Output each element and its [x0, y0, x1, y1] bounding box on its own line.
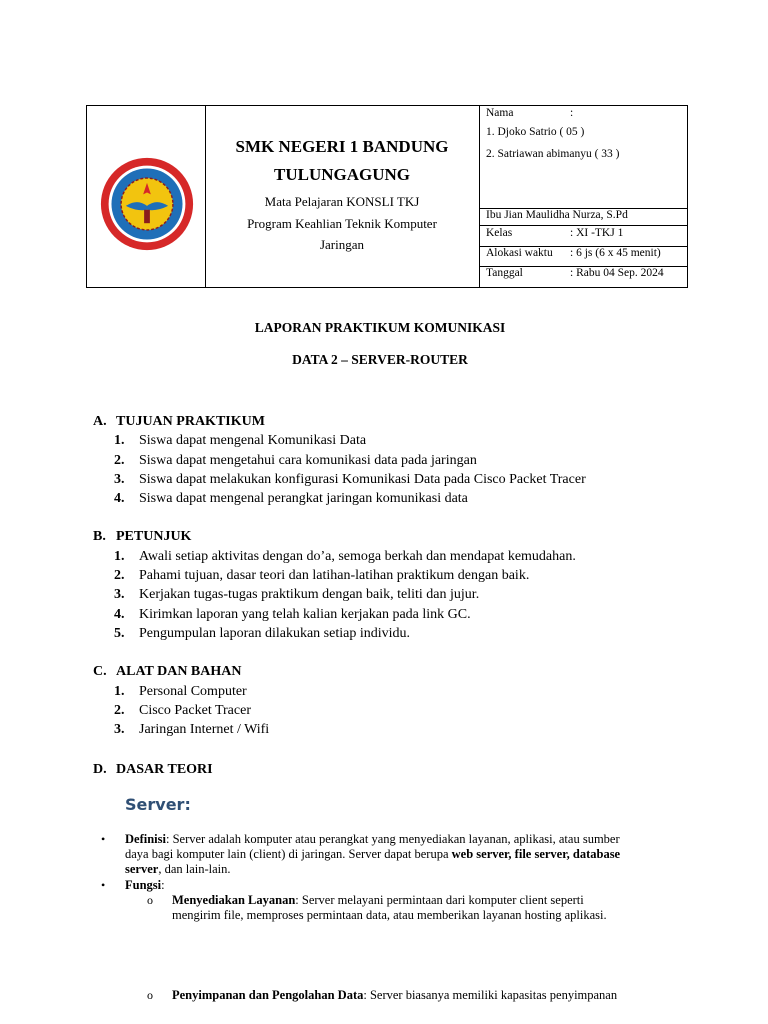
definisi-paragraph — [125, 832, 620, 877]
list-item: 2. Cisco Packet Tracer — [114, 703, 251, 718]
name-label: Nama — [486, 107, 514, 119]
definisi-line3: server, dan lain-lain. — [125, 862, 231, 876]
logo-cell — [87, 106, 206, 287]
list-item: 2. Siswa dapat mengetahui cara komunikasi data pada jaringan — [114, 453, 477, 468]
section-heading-c: C. ALAT DAN BAHAN — [93, 664, 242, 679]
subject-line: Mata Pelajaran KONSLI TKJ — [264, 194, 420, 209]
school-name-line1: SMK NEGERI 1 BANDUNG — [235, 137, 449, 156]
list-item: 2. Pahami tujuan, dasar teori dan latihan-latihan praktikum dengan baik. — [114, 568, 530, 583]
bullet-icon: • — [101, 832, 106, 846]
row-divider — [479, 225, 687, 226]
sub-bullet-icon: o — [147, 988, 153, 1002]
list-item: 3. Kerjakan tugas-tugas praktikum dengan baik, teliti dan jujur. — [114, 587, 480, 602]
school-logo — [99, 156, 195, 252]
list-item: 3. Jaringan Internet / Wifi — [114, 722, 270, 737]
report-title-line1: LAPORAN PRAKTIKUM KOMUNIKASI — [254, 320, 506, 335]
sub-bullet-icon: o — [147, 893, 153, 907]
report-title-line2: DATA 2 – SERVER-ROUTER — [292, 352, 468, 367]
school-name-line2: TULUNGAGUNG — [273, 165, 410, 184]
server-heading: Server: — [125, 795, 191, 814]
name-colon: : — [570, 107, 574, 119]
list-item: 5. Pengumpulan laporan dilakukan setiap individu. — [114, 626, 411, 641]
bullet-icon: • — [101, 878, 106, 892]
section-heading-a: A. TUJUAN PRAKTIKUM — [93, 414, 265, 429]
list-item: 4. Siswa dapat mengenal perangkat jaringan komunikasi data — [114, 491, 468, 506]
definisi-line2: daya bagi komputer lain (client) di jaringan. Server dapat berupa web server, file server, database — [125, 847, 621, 861]
list-item: 1. Siswa dapat mengenal Komunikasi Data — [114, 433, 367, 448]
sub-item-layanan: Menyediakan Layanan: Server melayani permintaan dari komputer client seperti mengirim file, memproses permintaan data, atau memberikan layanan hosting aplikasi. — [172, 893, 607, 922]
school-cell — [205, 106, 480, 287]
list-item: 4. Kirimkan laporan yang telah kalian kerjakan pada link GC. — [114, 607, 471, 622]
program-line1: Program Keahlian Teknik Komputer — [247, 216, 437, 231]
list-item: 1. Personal Computer — [114, 684, 247, 699]
section-heading-b: B. PETUNJUK — [93, 529, 192, 544]
section-heading-d: D. DASAR TEORI — [93, 762, 213, 777]
program-line2: Jaringan — [319, 237, 365, 252]
header-table — [86, 105, 688, 288]
sub-item-penyimpanan: Penyimpanan dan Pengolahan Data: Server biasanya memiliki kapasitas penyimpanan — [172, 988, 618, 1002]
definisi-line1: Definisi: Server adalah komputer atau perangkat yang menyediakan layanan, aplikasi, atau sumber — [125, 832, 620, 846]
info-cell: Nama : 1. Djoko Satrio ( 05 ) 2. Satriawan abimanyu ( 33 ) Ibu Jian Maulidha Nurza, S.Pd Kelas : XI -TKJ 1 Alokasi waktu : 6 js (6 x 45 menit) Tanggal : Rabu 04 Sep. 2024 — [479, 106, 687, 287]
list-item: 1. Awali setiap aktivitas dengan do’a, semoga berkah dan mendapat kemudahan. — [114, 549, 576, 564]
fungsi-line: Fungsi: — [125, 878, 165, 892]
list-item: 3. Siswa dapat melakukan konfigurasi Komunikasi Data pada Cisco Packet Tracer — [114, 472, 586, 487]
